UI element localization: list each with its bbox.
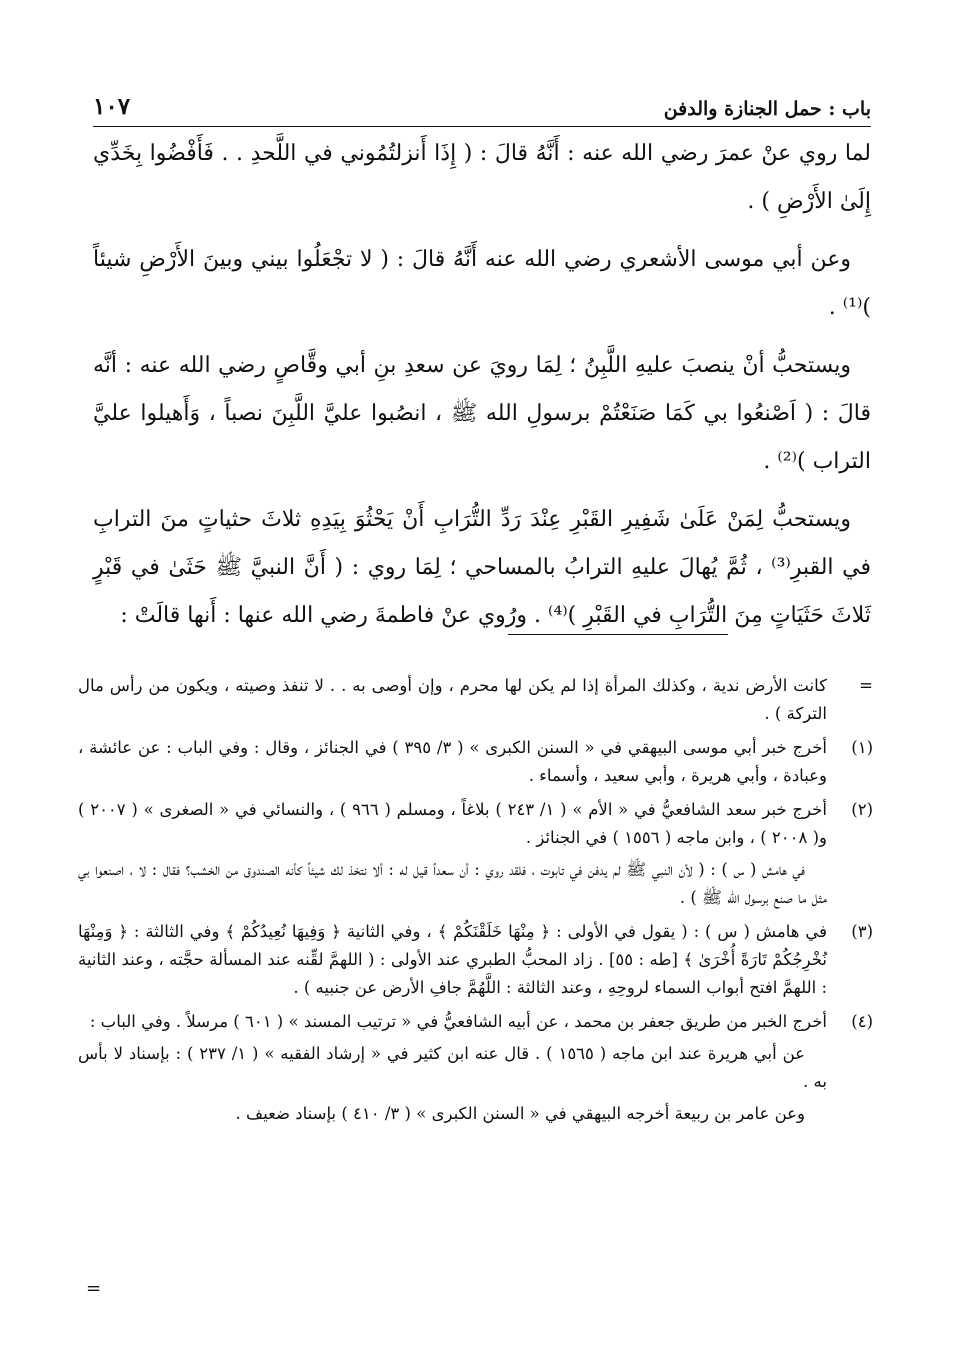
running-title: باب : حمل الجنازة والدفن	[663, 98, 871, 120]
footnotes	[78, 672, 873, 1134]
paragraph: وعن أبي موسى الأشعري رضي الله عنه أَنَّهُ قالَ : ( لا تجْعَلُوا بيني وبينَ الأَرْضِ شيئاً )⁽¹⁾ .	[93, 247, 871, 320]
footnote-number: (١)	[851, 738, 873, 757]
footnote-subtext: عن أبي هريرة عند ابن ماجه ( ١٥٦٥ ) . قال عنه ابن كثير في « إرشاد الفقيه » ( ١/ ٢٣٧ ) : بإسناد لا بأس به .	[78, 1044, 827, 1091]
footnote-subtext: في هامش ( س ) : ( لأن النبي ﷺ لم يدفن في تابوت ، فلقد روي : أن سعداً قيل له : ألا نتخذ لك شيئاً كأنه الصندوق من الخشب؟ فقال : لا ، اصنعوا بي مثل ما صنع برسول الله ﷺ ) .	[78, 860, 827, 907]
footnote-number: (٣)	[851, 922, 873, 941]
main-text	[93, 130, 871, 650]
footnote	[78, 734, 873, 790]
paragraph: ويستحبُّ لِمَنْ عَلَىٰ شَفِيرِ القَبْرِ عِنْدَ رَدِّ التُّرَابِ أَنْ يَحْثُوَ بِيَدِهِ ثلاثَ حثياتٍ منَ الترابِ في القبرِ⁽³⁾ ، ثُمَّ يُهالَ عليهِ الترابُ بالمساحي ؛ لِمَا روي : ( أَنَّ النبيَّ ﷺ حَثَىٰ في قَبْرٍ ثَلاثَ حَثَيَاتٍ مِنَ التُّرَابِ في القَبْرِ )⁽⁴⁾ . ورُوي عنْ فاطمةَ رضي الله عنها : أَنها قالَتْ :	[93, 507, 871, 628]
footnote	[78, 672, 873, 728]
footnote-text: أخرج خبر أبي موسى البيهقي في « السنن الكبرى » ( ٣/ ٣٩٥ ) في الجنائز ، وقال : وفي الباب : عن عائشة ، وعبادة ، وأبي هريرة ، وأبي سعيد ، وأسماء .	[78, 738, 827, 785]
footnote-text: أخرج خبر سعد الشافعيُّ في « الأم » ( ١/ ٢٤٣ ) بلاغاً ، ومسلم ( ٩٦٦ ) ، والنسائي في « الصغرى » ( ٢٠٠٧ ) و( ٢٠٠٨ ) ، وابن ماجه ( ١٥٥٦ ) في الجنائز .	[78, 800, 827, 847]
paragraph: لما روي عنْ عمرَ رضي الله عنه : أَنَّهُ قالَ : ( إِذَا أَنزلتُمُوني في اللَّحدِ . . فَأَفْضُوا بِخَدِّي إِلَىٰ الأَرْضِ ) .	[93, 141, 871, 214]
footnote-number: (٤)	[851, 1012, 873, 1031]
footnote-text: أخرج الخبر من طريق جعفر بن محمد ، عن أبيه الشافعيُّ في « ترتيب المسند » ( ٦٠١ ) مرسلاً . وفي الباب :	[89, 1012, 827, 1031]
page-number: ١٠٧	[93, 93, 131, 120]
footnote-text: في هامش ( س ) : ( يقول في الأولى : ﴿ مِنْهَا خَلَقْنَكُمْ ﴾ ، وفي الثانية ﴿ وَفِيهَا نُعِيدُكُمْ ﴾ وفي الثالثة : ﴿ وَمِنْهَا نُخْرِجُكُمْ تَارَةً أُخْرَىٰ ﴾ [طه : ٥٥] . زاد المحبُّ الطبري عند الأولى : ( اللهمَّ لقِّنه عند المسألة حجَّته ، وعند الثانية : اللهمَّ افتح أبواب السماء لروحِهِ ، وعند الثالثة : اللَّهُمَّ جافِ الأرض عن جنبيه ) .	[78, 922, 827, 997]
footnote-number: (٢)	[851, 800, 873, 819]
footnote-separator	[508, 634, 728, 635]
page-header	[93, 86, 871, 127]
footnote	[78, 1008, 873, 1128]
footnote-subtext: وعن عامر بن ربيعة أخرجه البيهقي في « السنن الكبرى » ( ٣/ ٤١٠ ) بإسناد ضعيف .	[235, 1104, 805, 1123]
footnote-text: كانت الأرض ندية ، وكذلك المرأة إذا لم يكن لها محرم ، وإن أوصى به . . لا تنفذ وصيته ، ويكون من رأس مال التركة ) .	[78, 676, 827, 723]
footnote	[78, 918, 873, 1002]
continuation-mark: =	[86, 1278, 102, 1299]
paragraph: ويستحبُّ أنْ ينصبَ عليهِ اللَّبِنُ ؛ لِمَا رويَ عن سعدِ بنِ أبي وقَّاصٍ رضي الله عنه : أنَّه قالَ : ( اَصْنعُوا بي كَمَا صَنَعْتُمْ برسولِ الله ﷺ ، انصُبوا عليَّ اللَّبِنَ نصباً ، وَأَهيلوا عليَّ التراب )⁽²⁾ .	[93, 353, 871, 474]
footnote	[78, 796, 873, 912]
footnote-number: =	[859, 676, 873, 695]
